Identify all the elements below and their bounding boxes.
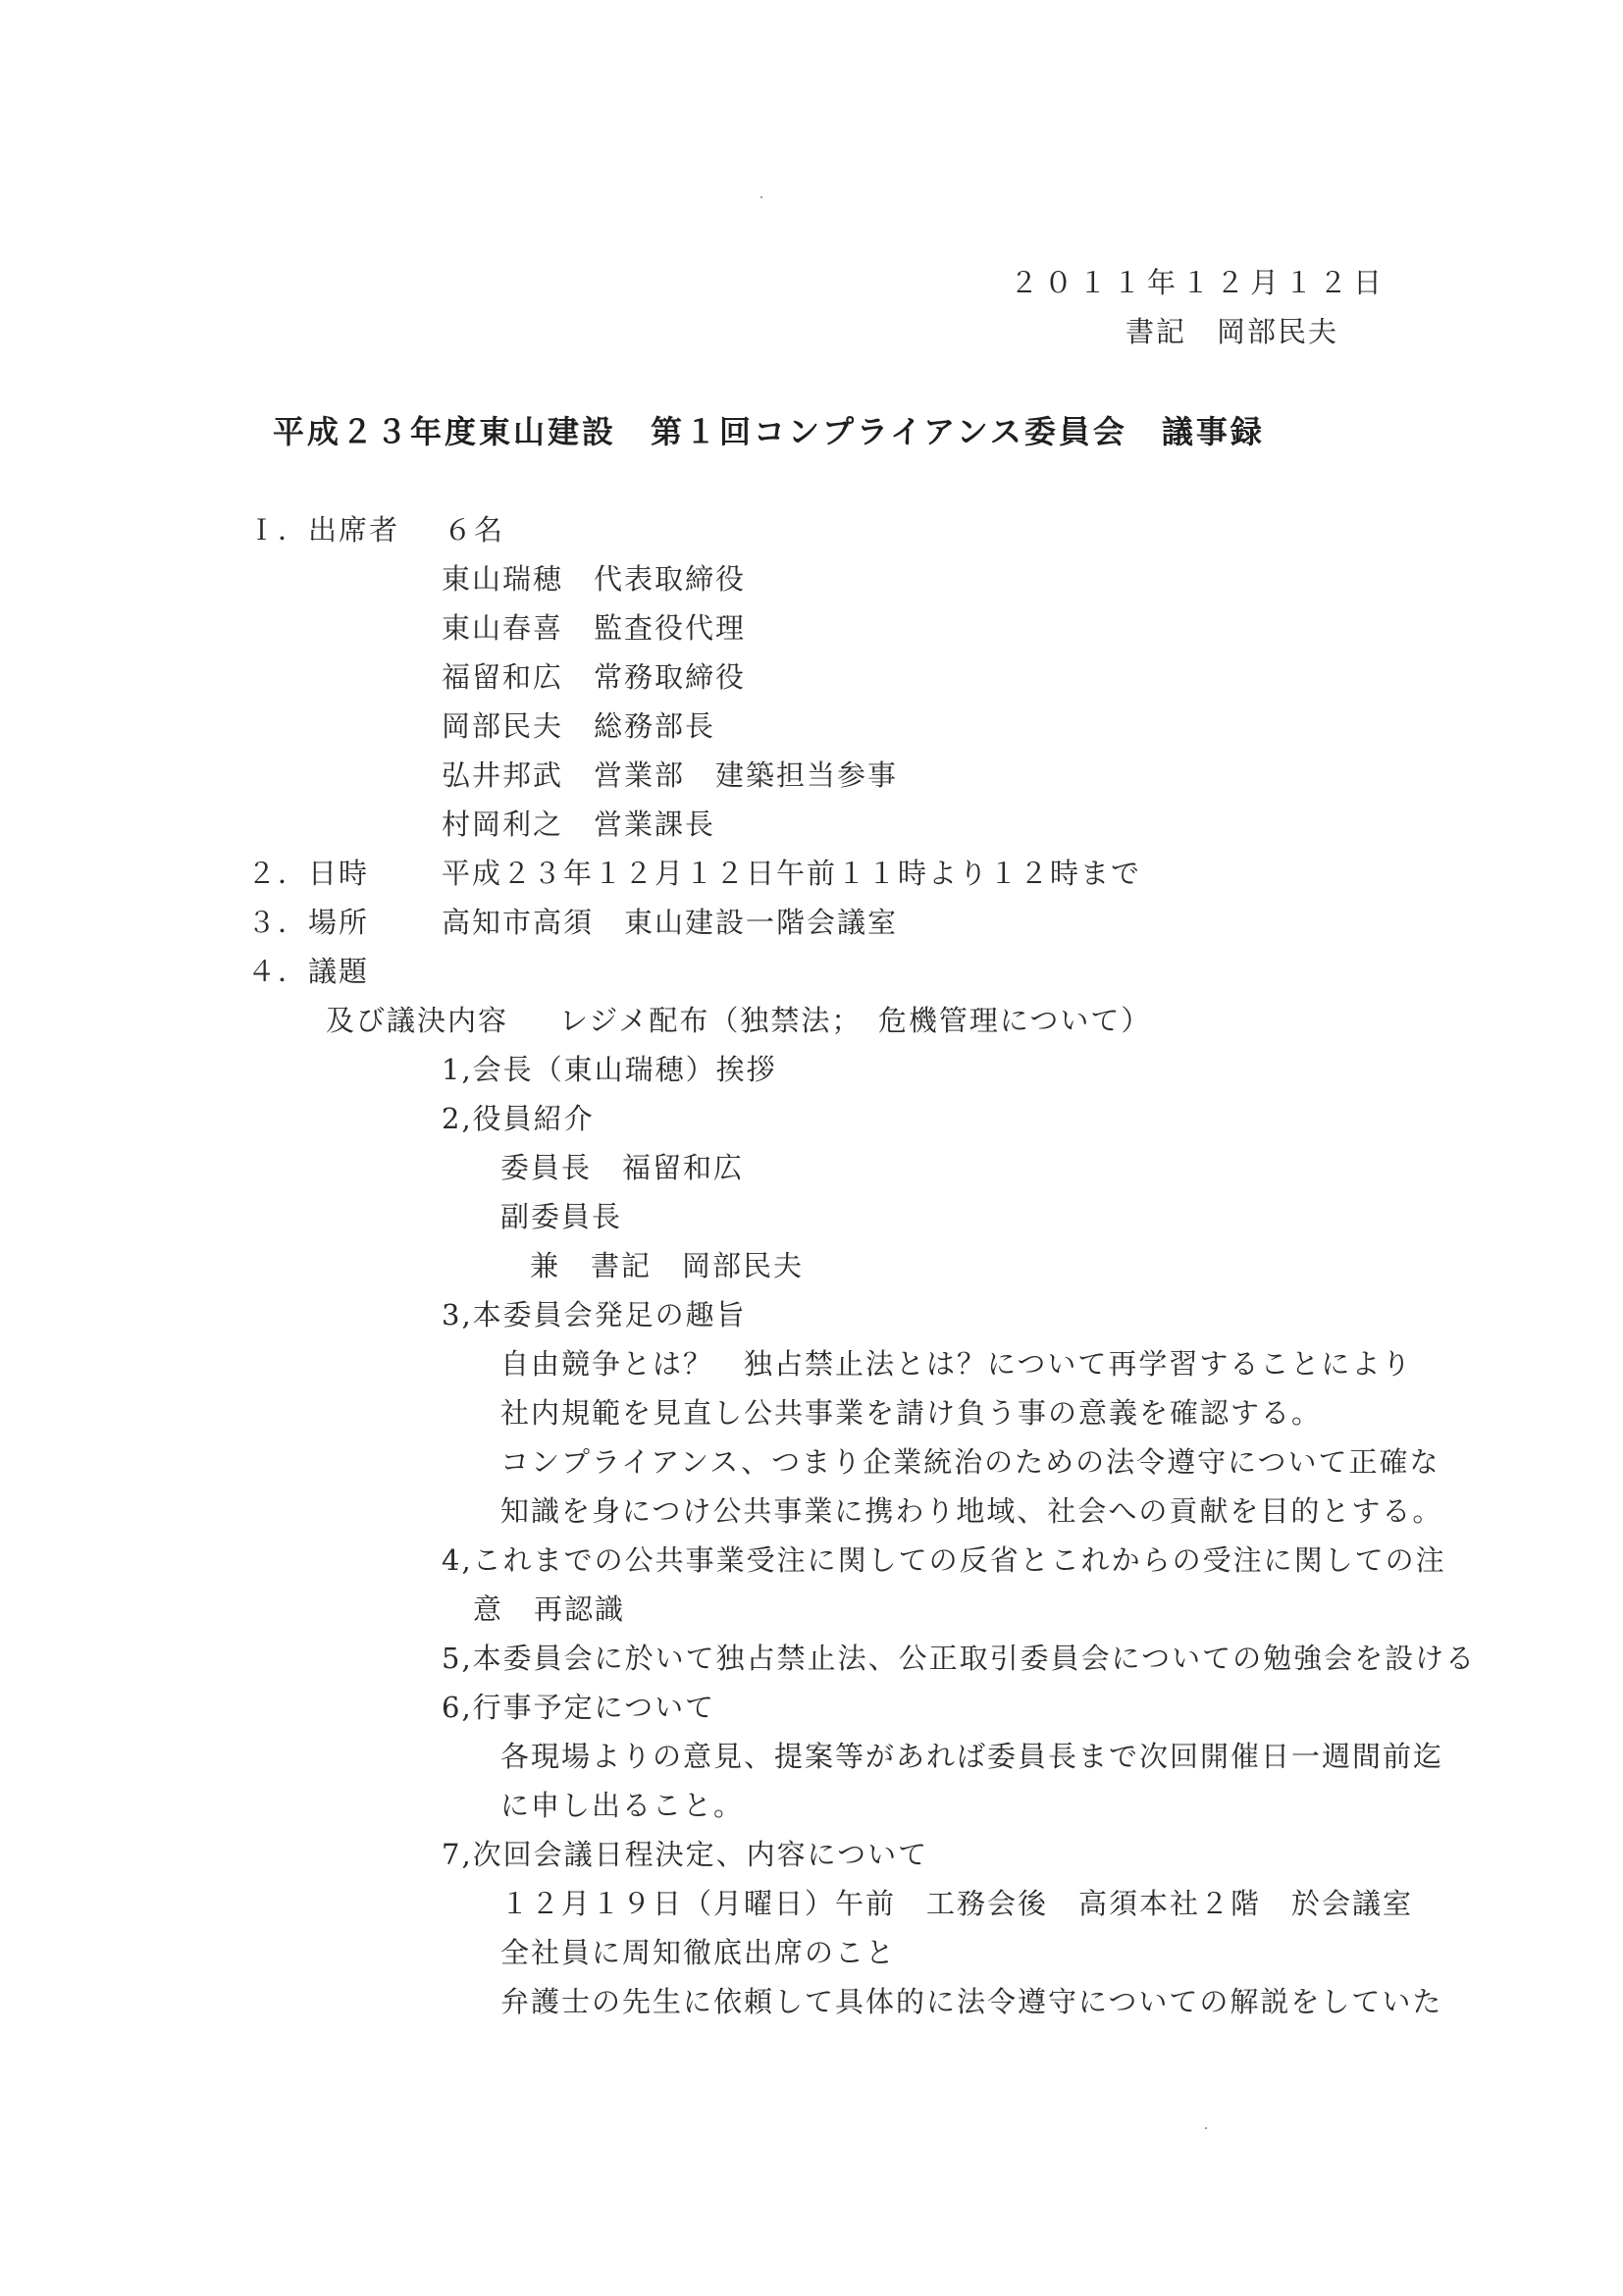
agenda-item-detail: 兼 書記 岡部民夫 [530, 1249, 805, 1282]
agenda-item-detail: １２月１９日（月曜日）午前 工務会後 高須本社２階 於会議室 [500, 1887, 1414, 1920]
attendee-item: 東山春喜 監査役代理 [442, 611, 747, 645]
attendee-item: 東山瑞穂 代表取締役 [442, 562, 747, 596]
agenda-handout: レジメ配布（独禁法； 危機管理について） [559, 1004, 1152, 1037]
agenda-item-detail: 各現場よりの意見、提案等があれば委員長まで次回開催日一週間前迄 [500, 1740, 1444, 1773]
agenda-item-detail: 委員長 福留和広 [500, 1151, 745, 1184]
agenda-label: ４．議題 [247, 955, 370, 988]
agenda-item: 1,会長（東山瑞穂）挨拶 [442, 1053, 777, 1086]
place-label: ３．場所 [247, 906, 370, 939]
agenda-item: 2,役員紹介 [442, 1102, 595, 1135]
document-title: 平成２３年度東山建設 第１回コンプライアンス委員会 議事録 [273, 413, 1265, 450]
agenda-item-detail: 副委員長 [500, 1200, 623, 1233]
agenda-item-detail: 自由競争とは？ 独占禁止法とは？について再学習することにより [500, 1347, 1413, 1381]
agenda-item-detail: 全社員に周知徹底出席のこと [500, 1936, 897, 1969]
scan-speck [1205, 2127, 1207, 2129]
agenda-item: 3,本委員会発足の趣旨 [442, 1298, 747, 1331]
scan-speck [760, 196, 762, 198]
datetime-value: 平成２３年１２月１２日午前１１時より１２時まで [442, 857, 1142, 890]
agenda-item-detail: 知識を身につけ公共事業に携わり地域、社会への貢献を目的とする。 [500, 1494, 1443, 1528]
datetime-label: ２．日時 [247, 857, 370, 890]
agenda-item: 4,これまでの公共事業受注に関しての反省とこれからの受注に関しての注 [442, 1543, 1446, 1577]
agenda-item-detail: に申し出ること。 [500, 1789, 745, 1822]
agenda-item-detail: 意 再認識 [473, 1592, 626, 1626]
attendee-item: 岡部民夫 総務部長 [442, 709, 716, 743]
agenda-sublabel: 及び議決内容 [326, 1004, 509, 1037]
agenda-item: 7,次回会議日程決定、内容について [442, 1838, 929, 1871]
document-date: ２０１１年１２月１２日 [1009, 266, 1387, 299]
agenda-item-detail: 社内規範を見直し公共事業を請け負う事の意義を確認する。 [500, 1396, 1323, 1430]
agenda-item: 6,行事予定について [442, 1691, 716, 1724]
agenda-item-detail: コンプライアンス、つまり企業統治のための法令遵守について正確な [500, 1445, 1440, 1479]
agenda-item: 5,本委員会に於いて独占禁止法、公正取引委員会についての勉強会を設ける [442, 1642, 1477, 1675]
attendee-item: 村岡利之 営業課長 [442, 808, 716, 841]
attendee-item: 弘井邦武 営業部 建築担当参事 [442, 758, 899, 792]
clerk-signature: 書記 岡部民夫 [1125, 315, 1338, 348]
attendees-count: ６名 [444, 513, 505, 547]
attendees-label: Ｉ．出席者 [247, 513, 400, 547]
agenda-item-detail: 弁護士の先生に依頼して具体的に法令遵守についての解説をしていた [500, 1985, 1443, 2018]
place-value: 高知市高須 東山建設一階会議室 [442, 906, 899, 939]
attendee-item: 福留和広 常務取締役 [442, 660, 747, 694]
